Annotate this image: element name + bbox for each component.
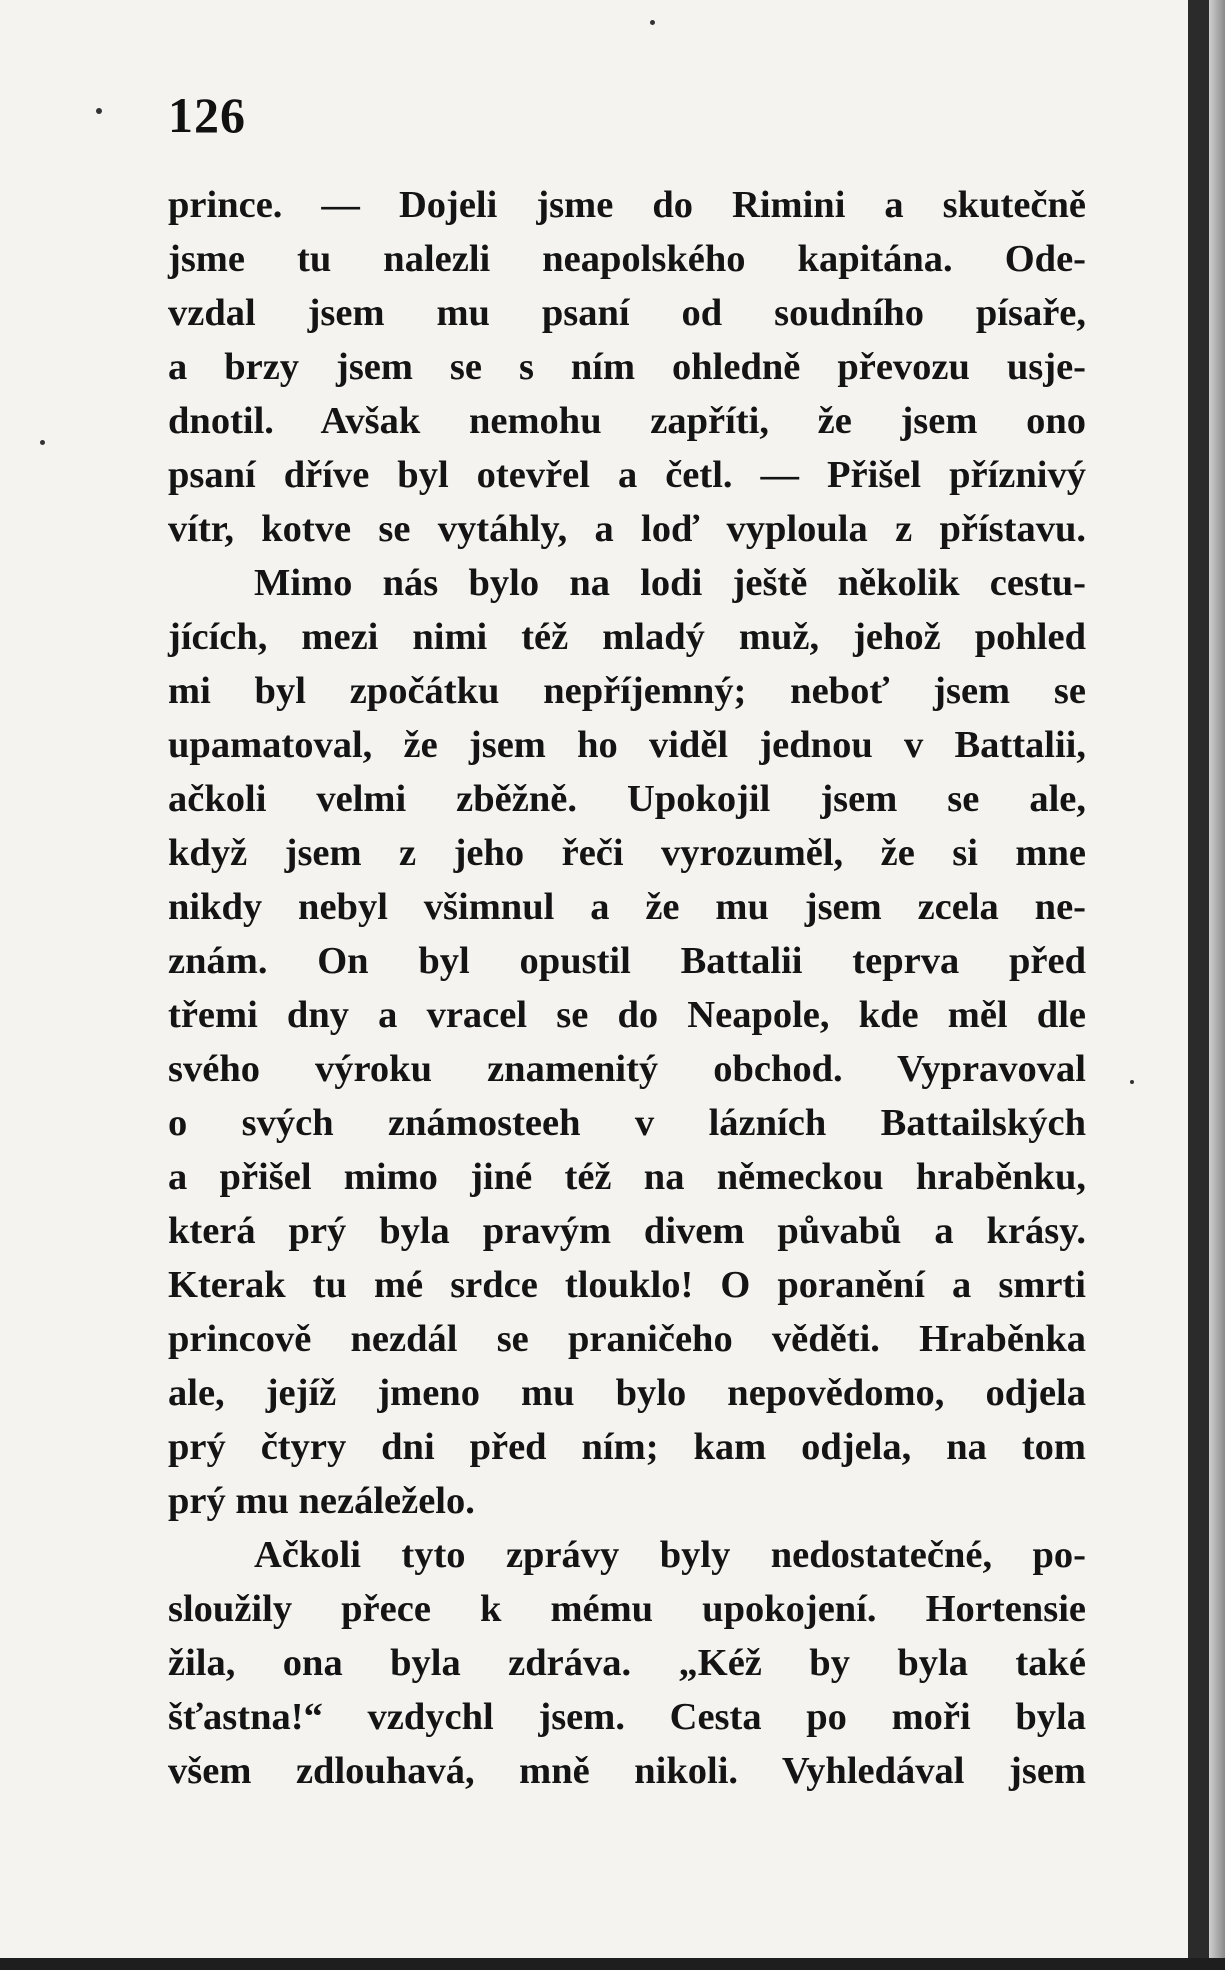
text-line: jících, mezi nimi též mladý muž, jehož pohled bbox=[168, 616, 1086, 658]
text-line: žila, ona byla zdráva. „Kéž by byla také bbox=[168, 1642, 1086, 1684]
text-line: princově nezdál se praničeho věděti. Hraběnka bbox=[168, 1318, 1086, 1360]
text-line: mi byl zpočátku nepříjemný; neboť jsem se bbox=[168, 670, 1086, 712]
text-line: jsme tu nalezli neapolského kapitána. Ode- bbox=[168, 238, 1086, 280]
text-line: o svých známosteeh v lázních Battailských bbox=[168, 1102, 1086, 1144]
text-line: ačkoli velmi zběžně. Upokojil jsem se ale, bbox=[168, 778, 1086, 820]
ink-speck bbox=[96, 108, 102, 114]
text-line: psaní dříve byl otevřel a četl. — Přišel příznivý bbox=[168, 454, 1086, 496]
text-line: vítr, kotve se vytáhly, a loď vyploula z přístavu. bbox=[168, 508, 1086, 550]
text-line: nikdy nebyl všimnul a že mu jsem zcela ne- bbox=[168, 886, 1086, 928]
ink-speck bbox=[40, 440, 45, 445]
ink-speck bbox=[1130, 1080, 1134, 1084]
text-line: upamatoval, že jsem ho viděl jednou v Battalii, bbox=[168, 724, 1086, 766]
text-line: a přišel mimo jiné též na německou hraběnku, bbox=[168, 1156, 1086, 1198]
text-line: dnotil. Avšak nemohu zapříti, že jsem ono bbox=[168, 400, 1086, 442]
text-line: vzdal jsem mu psaní od soudního písaře, bbox=[168, 292, 1086, 334]
text-line: Mimo nás bylo na lodi ještě několik cestu- bbox=[254, 562, 1086, 604]
text-line: všem zdlouhavá, mně nikoli. Vyhledával jsem bbox=[168, 1750, 1086, 1792]
text-line: šťastna!“ vzdychl jsem. Cesta po moři byla bbox=[168, 1696, 1086, 1738]
text-line: a brzy jsem se s ním ohledně převozu usje- bbox=[168, 346, 1086, 388]
page-number: 126 bbox=[168, 87, 246, 143]
text-line: když jsem z jeho řeči vyrozuměl, že si mne bbox=[168, 832, 1086, 874]
page-spine bbox=[1209, 0, 1225, 1958]
body-text bbox=[168, 178, 1086, 1798]
text-line: svého výroku znamenitý obchod. Vypravoval bbox=[168, 1048, 1086, 1090]
ink-speck bbox=[650, 20, 655, 25]
text-line: Ačkoli tyto zprávy byly nedostatečné, po- bbox=[254, 1534, 1086, 1576]
text-line: ale, jejíž jmeno mu bylo nepovědomo, odjela bbox=[168, 1372, 1086, 1414]
text-line: prý čtyry dni před ním; kam odjela, na tom bbox=[168, 1426, 1086, 1468]
text-line: prince. — Dojeli jsme do Rimini a skutečně bbox=[168, 184, 1086, 226]
text-line: Kterak tu mé srdce tlouklo! O poranění a smrti bbox=[168, 1264, 1086, 1306]
text-line: znám. On byl opustil Battalii teprva před bbox=[168, 940, 1086, 982]
text-line: třemi dny a vracel se do Neapole, kde měl dle bbox=[168, 994, 1086, 1036]
text-line: sloužily přece k mému upokojení. Hortensie bbox=[168, 1588, 1086, 1630]
page-bottom-edge bbox=[0, 1958, 1225, 1970]
text-line: která prý byla pravým divem půvabů a krásy. bbox=[168, 1210, 1086, 1252]
text-line: prý mu nezáleželo. bbox=[168, 1480, 475, 1522]
